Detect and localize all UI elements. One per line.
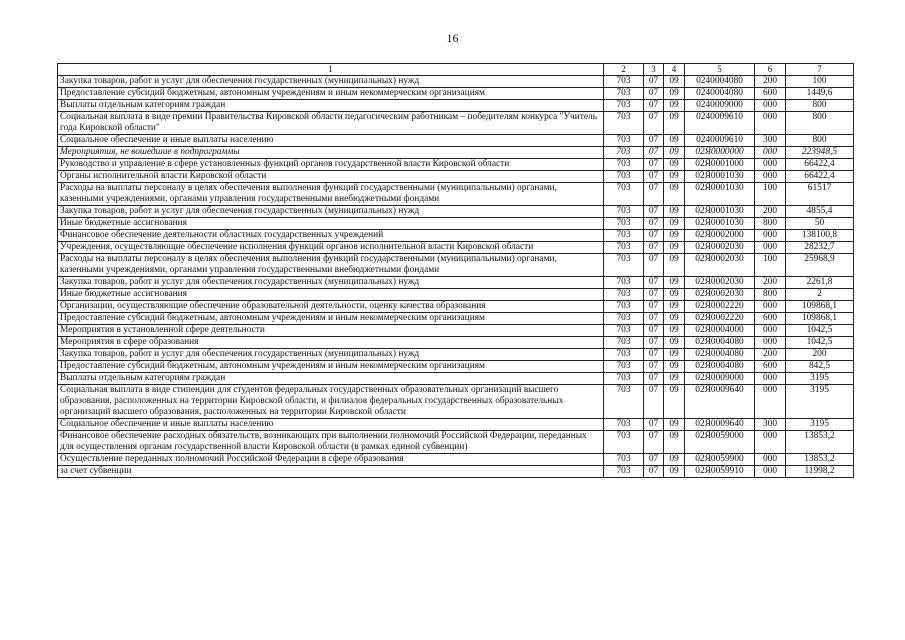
- table-row: [58, 183, 854, 206]
- amount-cell: 11998,2: [786, 466, 854, 478]
- department-code-cell: 703: [604, 254, 644, 277]
- section-code-cell: 07: [644, 337, 664, 349]
- subsection-code-cell: 09: [664, 242, 685, 254]
- section-code-cell: 07: [644, 419, 664, 431]
- table-row: [58, 171, 854, 183]
- target-article-cell: 02Я0002030: [685, 277, 755, 289]
- target-article-cell: 02Я0002220: [685, 313, 755, 325]
- table-row: [58, 349, 854, 361]
- table-row: [58, 254, 854, 277]
- expense-name-cell: Закупка товаров, работ и услуг для обеспечения государственных (муниципальных) нужд: [58, 349, 604, 361]
- department-code-cell: 703: [604, 218, 644, 230]
- section-code-cell: 07: [644, 88, 664, 100]
- amount-cell: 200: [786, 349, 854, 361]
- table-row: [58, 337, 854, 349]
- expense-name-cell: Органы исполнительной власти Кировской области: [58, 171, 604, 183]
- expense-type-cell: 100: [755, 254, 786, 277]
- target-article-cell: 0240009000: [685, 100, 755, 112]
- amount-cell: 66422,4: [786, 159, 854, 171]
- expense-name-cell: Учреждения, осуществляющие обеспечение исполнения функций органов исполнительной власти Кировской области: [58, 242, 604, 254]
- expense-name-cell: Выплаты отдельным категориям граждан: [58, 373, 604, 385]
- expense-name-cell: Выплаты отдельным категориям граждан: [58, 100, 604, 112]
- expense-name-cell: Мероприятия, не вошедшие в подпрограммы: [58, 147, 604, 159]
- table-row: [58, 147, 854, 159]
- section-code-cell: 07: [644, 206, 664, 218]
- target-article-cell: 02Я0001030: [685, 171, 755, 183]
- subsection-code-cell: 09: [664, 289, 685, 301]
- expense-type-cell: 000: [755, 385, 786, 419]
- budget-table: [57, 63, 854, 478]
- department-code-cell: 703: [604, 373, 644, 385]
- target-article-cell: 02Я0002030: [685, 289, 755, 301]
- target-article-cell: 02Я0059900: [685, 454, 755, 466]
- target-article-cell: 02Я0001030: [685, 218, 755, 230]
- subsection-code-cell: 09: [664, 183, 685, 206]
- section-code-cell: 07: [644, 135, 664, 147]
- table-row: [58, 277, 854, 289]
- amount-cell: 50: [786, 218, 854, 230]
- amount-cell: 1449,6: [786, 88, 854, 100]
- subsection-code-cell: 09: [664, 206, 685, 218]
- target-article-cell: 02Я0009640: [685, 385, 755, 419]
- amount-cell: 2: [786, 289, 854, 301]
- department-code-cell: 703: [604, 206, 644, 218]
- subsection-code-cell: 09: [664, 431, 685, 454]
- expense-name-cell: за счет субвенции: [58, 466, 604, 478]
- expense-type-cell: 600: [755, 361, 786, 373]
- section-code-cell: 07: [644, 301, 664, 313]
- expense-name-cell: Социальная выплата в виде стипендии для студентов федеральных государственных образовательных организаций высшего образования, расположенных на территории Кировской области, и филиалов федеральных государственных образовательных организаций высшего образования, расположенных на территории Кировской области: [58, 385, 604, 419]
- expense-type-cell: 300: [755, 135, 786, 147]
- table-row: [58, 135, 854, 147]
- subsection-code-cell: 09: [664, 171, 685, 183]
- section-code-cell: 07: [644, 373, 664, 385]
- expense-type-cell: 000: [755, 147, 786, 159]
- section-code-cell: 07: [644, 313, 664, 325]
- expense-name-cell: Социальное обеспечение и иные выплаты населению: [58, 135, 604, 147]
- department-code-cell: 703: [604, 88, 644, 100]
- section-code-cell: 07: [644, 171, 664, 183]
- expense-name-cell: Иные бюджетные ассигнования: [58, 218, 604, 230]
- expense-type-cell: 000: [755, 325, 786, 337]
- column-header: 1: [58, 64, 604, 76]
- target-article-cell: 02Я0004080: [685, 337, 755, 349]
- amount-cell: 138100,8: [786, 230, 854, 242]
- expense-type-cell: 000: [755, 171, 786, 183]
- table-row: [58, 242, 854, 254]
- table-row: [58, 313, 854, 325]
- table-row: [58, 385, 854, 419]
- department-code-cell: 703: [604, 242, 644, 254]
- table-row: [58, 230, 854, 242]
- department-code-cell: 703: [604, 466, 644, 478]
- expense-type-cell: 100: [755, 183, 786, 206]
- amount-cell: 1042,5: [786, 337, 854, 349]
- expense-type-cell: 800: [755, 218, 786, 230]
- expense-type-cell: 600: [755, 88, 786, 100]
- table-row: [58, 419, 854, 431]
- amount-cell: 13853,2: [786, 454, 854, 466]
- expense-name-cell: Финансовое обеспечение деятельности областных государственных учреждений: [58, 230, 604, 242]
- subsection-code-cell: 09: [664, 112, 685, 135]
- expense-name-cell: Мероприятия в установленной сфере деятельности: [58, 325, 604, 337]
- section-code-cell: 07: [644, 76, 664, 88]
- table-row: [58, 361, 854, 373]
- subsection-code-cell: 09: [664, 218, 685, 230]
- target-article-cell: 0240004080: [685, 88, 755, 100]
- department-code-cell: 703: [604, 313, 644, 325]
- table-row: [58, 301, 854, 313]
- subsection-code-cell: 09: [664, 301, 685, 313]
- expense-type-cell: 000: [755, 337, 786, 349]
- expense-name-cell: Расходы на выплаты персоналу в целях обеспечения выполнения функций государственными (муниципальными) органами, казенными учреждениями, органами управления государственными внебюджетными фондами: [58, 254, 604, 277]
- expense-name-cell: Финансовое обеспечение расходных обязательств, возникающих при выполнении полномочий Российской Федерации, переданных для осуществления органам государственной власти Кировской области (в рамках единой субвенции): [58, 431, 604, 454]
- target-article-cell: 02Я0002030: [685, 242, 755, 254]
- expense-type-cell: 600: [755, 313, 786, 325]
- department-code-cell: 703: [604, 230, 644, 242]
- expense-type-cell: 000: [755, 242, 786, 254]
- table-row: [58, 454, 854, 466]
- expense-type-cell: 000: [755, 301, 786, 313]
- amount-cell: 3195: [786, 373, 854, 385]
- target-article-cell: 0240004080: [685, 76, 755, 88]
- expense-type-cell: 000: [755, 431, 786, 454]
- expense-type-cell: 200: [755, 349, 786, 361]
- target-article-cell: 0240009610: [685, 112, 755, 135]
- subsection-code-cell: 09: [664, 349, 685, 361]
- target-article-cell: 02Я0001030: [685, 183, 755, 206]
- target-article-cell: 0240009610: [685, 135, 755, 147]
- expense-name-cell: Социальное обеспечение и иные выплаты населению: [58, 419, 604, 431]
- subsection-code-cell: 09: [664, 254, 685, 277]
- subsection-code-cell: 09: [664, 159, 685, 171]
- target-article-cell: 02Я0009000: [685, 373, 755, 385]
- expense-type-cell: 200: [755, 76, 786, 88]
- section-code-cell: 07: [644, 361, 664, 373]
- amount-cell: 61517: [786, 183, 854, 206]
- section-code-cell: 07: [644, 349, 664, 361]
- department-code-cell: 703: [604, 337, 644, 349]
- expense-name-cell: Предоставление субсидий бюджетным, автономным учреждениям и иным некоммерческим организациям: [58, 313, 604, 325]
- department-code-cell: 703: [604, 349, 644, 361]
- column-header: 6: [755, 64, 786, 76]
- table-row: [58, 88, 854, 100]
- target-article-cell: 02Я0009640: [685, 419, 755, 431]
- subsection-code-cell: 09: [664, 76, 685, 88]
- amount-cell: 66422,4: [786, 171, 854, 183]
- section-code-cell: 07: [644, 242, 664, 254]
- subsection-code-cell: 09: [664, 419, 685, 431]
- target-article-cell: 02Я0004080: [685, 349, 755, 361]
- amount-cell: 25968,9: [786, 254, 854, 277]
- target-article-cell: 02Я0000000: [685, 147, 755, 159]
- target-article-cell: 02Я0059000: [685, 431, 755, 454]
- subsection-code-cell: 09: [664, 135, 685, 147]
- amount-cell: 13853,2: [786, 431, 854, 454]
- department-code-cell: 703: [604, 289, 644, 301]
- expense-name-cell: Закупка товаров, работ и услуг для обеспечения государственных (муниципальных) нужд: [58, 206, 604, 218]
- expense-type-cell: 000: [755, 159, 786, 171]
- column-header: 7: [786, 64, 854, 76]
- department-code-cell: 703: [604, 301, 644, 313]
- department-code-cell: 703: [604, 171, 644, 183]
- subsection-code-cell: 09: [664, 88, 685, 100]
- amount-cell: 800: [786, 135, 854, 147]
- column-header: 2: [604, 64, 644, 76]
- expense-name-cell: Предоставление субсидий бюджетным, автономным учреждениям и иным некоммерческим организациям: [58, 88, 604, 100]
- expense-type-cell: 800: [755, 289, 786, 301]
- section-code-cell: 07: [644, 183, 664, 206]
- expense-type-cell: 000: [755, 230, 786, 242]
- department-code-cell: 703: [604, 147, 644, 159]
- department-code-cell: 703: [604, 135, 644, 147]
- target-article-cell: 02Я0004080: [685, 361, 755, 373]
- section-code-cell: 07: [644, 454, 664, 466]
- expense-name-cell: Мероприятия в сфере образования: [58, 337, 604, 349]
- expense-type-cell: 000: [755, 112, 786, 135]
- amount-cell: 100: [786, 76, 854, 88]
- department-code-cell: 703: [604, 325, 644, 337]
- expense-name-cell: Закупка товаров, работ и услуг для обеспечения государственных (муниципальных) нужд: [58, 277, 604, 289]
- department-code-cell: 703: [604, 361, 644, 373]
- table-row: [58, 431, 854, 454]
- table-row: [58, 206, 854, 218]
- table-row: [58, 112, 854, 135]
- expense-type-cell: 000: [755, 454, 786, 466]
- target-article-cell: 02Я0059910: [685, 466, 755, 478]
- department-code-cell: 703: [604, 112, 644, 135]
- amount-cell: 800: [786, 112, 854, 135]
- department-code-cell: 703: [604, 419, 644, 431]
- table-row: [58, 466, 854, 478]
- department-code-cell: 703: [604, 76, 644, 88]
- target-article-cell: 02Я0002000: [685, 230, 755, 242]
- subsection-code-cell: 09: [664, 230, 685, 242]
- subsection-code-cell: 09: [664, 100, 685, 112]
- table-row: [58, 289, 854, 301]
- subsection-code-cell: 09: [664, 337, 685, 349]
- expense-name-cell: Осуществление переданных полномочий Российской Федерации в сфере образования: [58, 454, 604, 466]
- section-code-cell: 07: [644, 159, 664, 171]
- expense-type-cell: 300: [755, 419, 786, 431]
- department-code-cell: 703: [604, 385, 644, 419]
- amount-cell: 1042,5: [786, 325, 854, 337]
- target-article-cell: 02Я0002030: [685, 254, 755, 277]
- subsection-code-cell: 09: [664, 313, 685, 325]
- amount-cell: 800: [786, 100, 854, 112]
- section-code-cell: 07: [644, 289, 664, 301]
- table-row: [58, 159, 854, 171]
- expense-name-cell: Расходы на выплаты персоналу в целях обеспечения выполнения функций государственными (муниципальными) органами, казенными учреждениями, органами управления государственными внебюджетными фондами: [58, 183, 604, 206]
- amount-cell: 3195: [786, 385, 854, 419]
- table-row: [58, 373, 854, 385]
- amount-cell: 842,5: [786, 361, 854, 373]
- subsection-code-cell: 09: [664, 147, 685, 159]
- amount-cell: 3195: [786, 419, 854, 431]
- target-article-cell: 02Я0004000: [685, 325, 755, 337]
- expense-name-cell: Организации, осуществляющие обеспечение образовательной деятельности, оценку качества образования: [58, 301, 604, 313]
- expense-type-cell: 000: [755, 100, 786, 112]
- subsection-code-cell: 09: [664, 373, 685, 385]
- amount-cell: 28232,7: [786, 242, 854, 254]
- expense-type-cell: 000: [755, 466, 786, 478]
- target-article-cell: 02Я0002220: [685, 301, 755, 313]
- section-code-cell: 07: [644, 254, 664, 277]
- expense-name-cell: Предоставление субсидий бюджетным, автономным учреждениям и иным некоммерческим организациям: [58, 361, 604, 373]
- subsection-code-cell: 09: [664, 385, 685, 419]
- department-code-cell: 703: [604, 277, 644, 289]
- department-code-cell: 703: [604, 159, 644, 171]
- column-header: 3: [644, 64, 664, 76]
- subsection-code-cell: 09: [664, 361, 685, 373]
- expense-name-cell: Иные бюджетные ассигнования: [58, 289, 604, 301]
- expense-name-cell: Закупка товаров, работ и услуг для обеспечения государственных (муниципальных) нужд: [58, 76, 604, 88]
- section-code-cell: 07: [644, 230, 664, 242]
- section-code-cell: 07: [644, 385, 664, 419]
- expense-name-cell: Социальная выплата в виде премии Правительства Кировской области педагогическим работникам – победителям конкурса "Учитель года Кировской области": [58, 112, 604, 135]
- department-code-cell: 703: [604, 100, 644, 112]
- expense-name-cell: Руководство и управление в сфере установленных функций органов государственной власти Кировской области: [58, 159, 604, 171]
- section-code-cell: 07: [644, 277, 664, 289]
- subsection-code-cell: 09: [664, 466, 685, 478]
- amount-cell: 109868,1: [786, 301, 854, 313]
- department-code-cell: 703: [604, 183, 644, 206]
- amount-cell: 223948,5: [786, 147, 854, 159]
- section-code-cell: 07: [644, 325, 664, 337]
- table-row: [58, 325, 854, 337]
- subsection-code-cell: 09: [664, 454, 685, 466]
- amount-cell: 4855,4: [786, 206, 854, 218]
- expense-type-cell: 200: [755, 206, 786, 218]
- target-article-cell: 02Я0001000: [685, 159, 755, 171]
- subsection-code-cell: 09: [664, 325, 685, 337]
- column-header: 4: [664, 64, 685, 76]
- section-code-cell: 07: [644, 218, 664, 230]
- table-header-row: [58, 64, 854, 76]
- target-article-cell: 02Я0001030: [685, 206, 755, 218]
- column-header: 5: [685, 64, 755, 76]
- department-code-cell: 703: [604, 454, 644, 466]
- table-row: [58, 218, 854, 230]
- amount-cell: 109868,1: [786, 313, 854, 325]
- section-code-cell: 07: [644, 466, 664, 478]
- section-code-cell: 07: [644, 112, 664, 135]
- section-code-cell: 07: [644, 431, 664, 454]
- expense-type-cell: 000: [755, 373, 786, 385]
- section-code-cell: 07: [644, 147, 664, 159]
- subsection-code-cell: 09: [664, 277, 685, 289]
- expense-type-cell: 200: [755, 277, 786, 289]
- page-number: 16: [446, 31, 459, 45]
- table-row: [58, 76, 854, 88]
- amount-cell: 2261,8: [786, 277, 854, 289]
- section-code-cell: 07: [644, 100, 664, 112]
- table-row: [58, 100, 854, 112]
- department-code-cell: 703: [604, 431, 644, 454]
